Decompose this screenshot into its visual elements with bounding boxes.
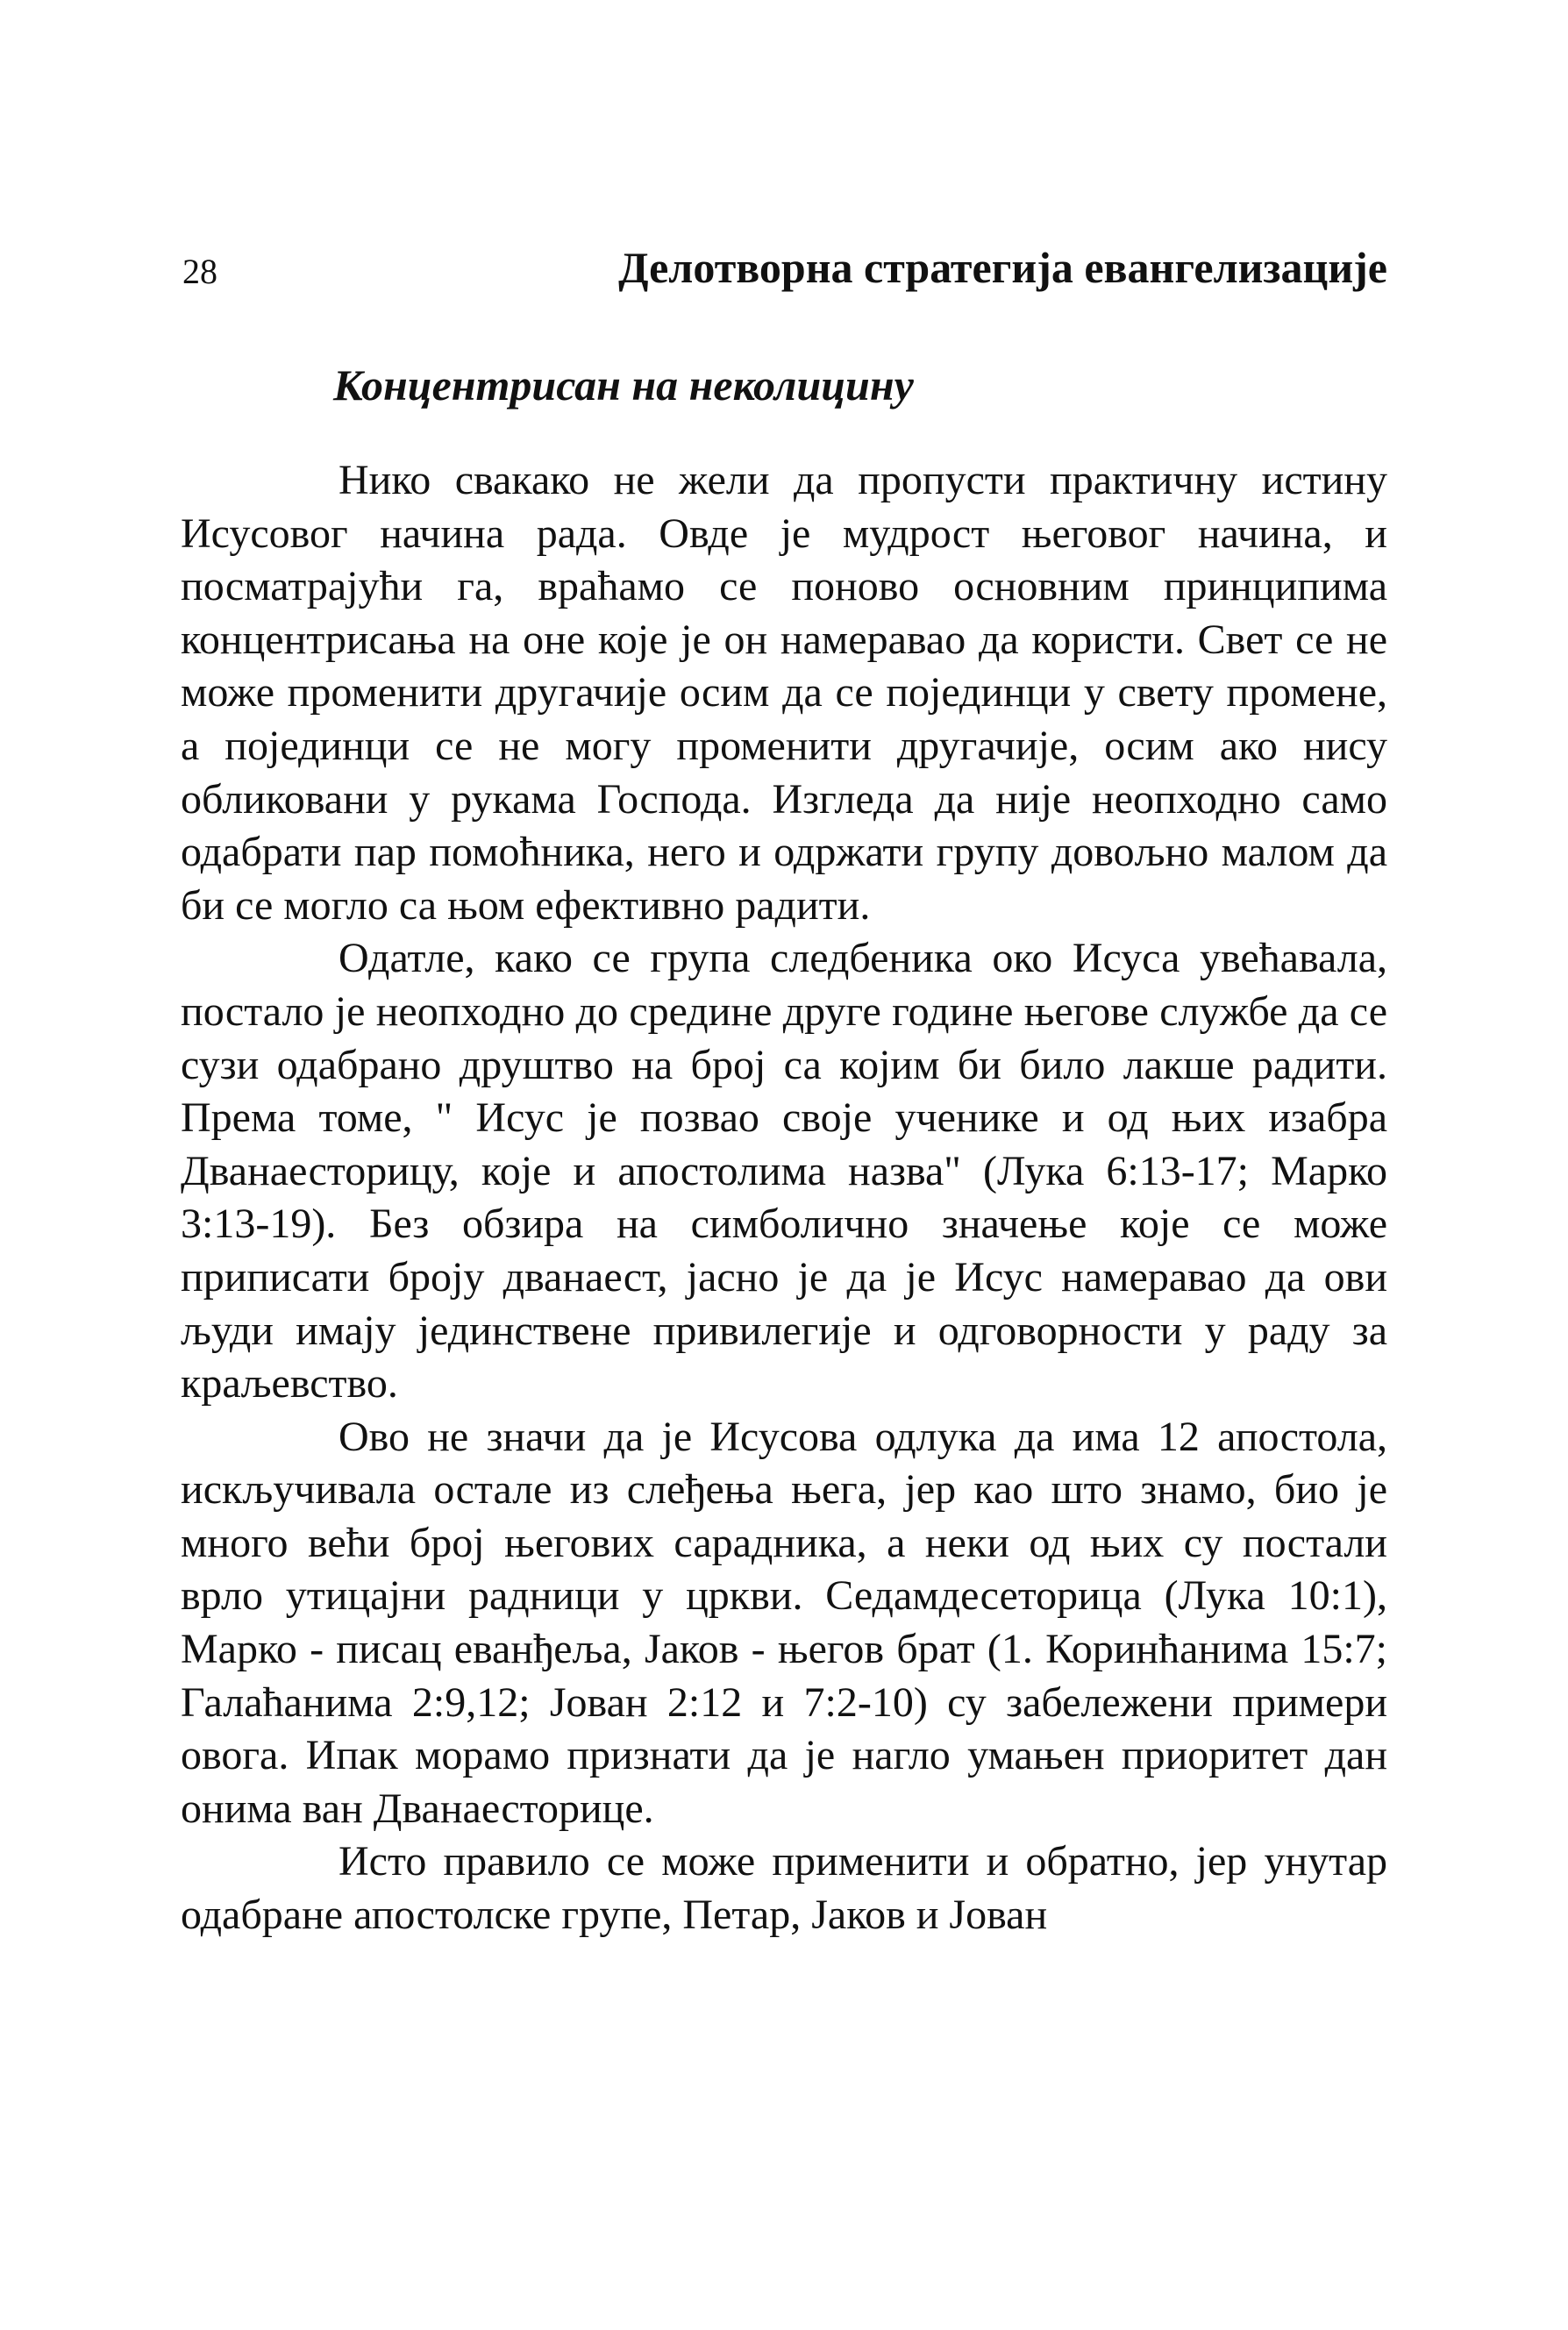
section-title: Концентрисан на неколицину (333, 360, 914, 410)
running-title: Делотворна стратегија евангелизације (618, 243, 1387, 292)
paragraph-2: Одатле, како се група следбеника око Исуса увећавала, постало је неопходно до средине друге године његове службе да се сузи одабрано друштво на број са којим би било лакше радити. Према томе, " Исус је позвао своје ученике и од њих изабра Дванаесторицу, које и апостолима назва" (Лука 6:13-17; Марко 3:13-19). Без обзира на симболично значење које се може приписати броју дванаест, јасно је да је Исус намеравао да ови људи имају јединствене привилегије и одговорности у раду за краљевство. (181, 935, 1387, 1407)
body-text (181, 454, 1387, 1942)
paragraph-4: Исто правило се може применити и обратно, јер унутар одабране апостолске групе, Петар, Јаков и Јован (181, 1838, 1387, 1939)
paragraph-3: Ово не значи да је Исусова одлука да има 12 апостола, искључивала остале из слеђења њега, јер као што знамо, био је много већи број његових сарадника, а неки од њих су постали врло утицајни радници у цркви. Седамдесеторица (Лука 10:1), Марко - писац еванђеља, Јаков - његов брат (1. Коринћанима 15:7; Галаћанима 2:9,12; Јован 2:12 и 7:2-10) су забележени примери овога. Ипак морамо признати да је нагло умањен приоритет дан онима ван Дванаесторице. (181, 1413, 1387, 1832)
paragraph-1: Нико свакако не жели да пропусти практичну истину Исусовог начина рада. Овде је мудрост његовог начина, и посматрајући га, враћамо се поново основним принципима концентрисања на оне које је он намеравао да користи. Свет се не може променити другачије осим да се појединци у свету промене, а појединци се не могу променити другачије, осим ако нису обликовани у рукама Господа. Изгледа да није неопходно само одабрати пар помоћника, него и одржати групу довољно малом да би се могло са њом ефективно радити. (181, 457, 1387, 929)
page-number: 28 (182, 252, 217, 291)
